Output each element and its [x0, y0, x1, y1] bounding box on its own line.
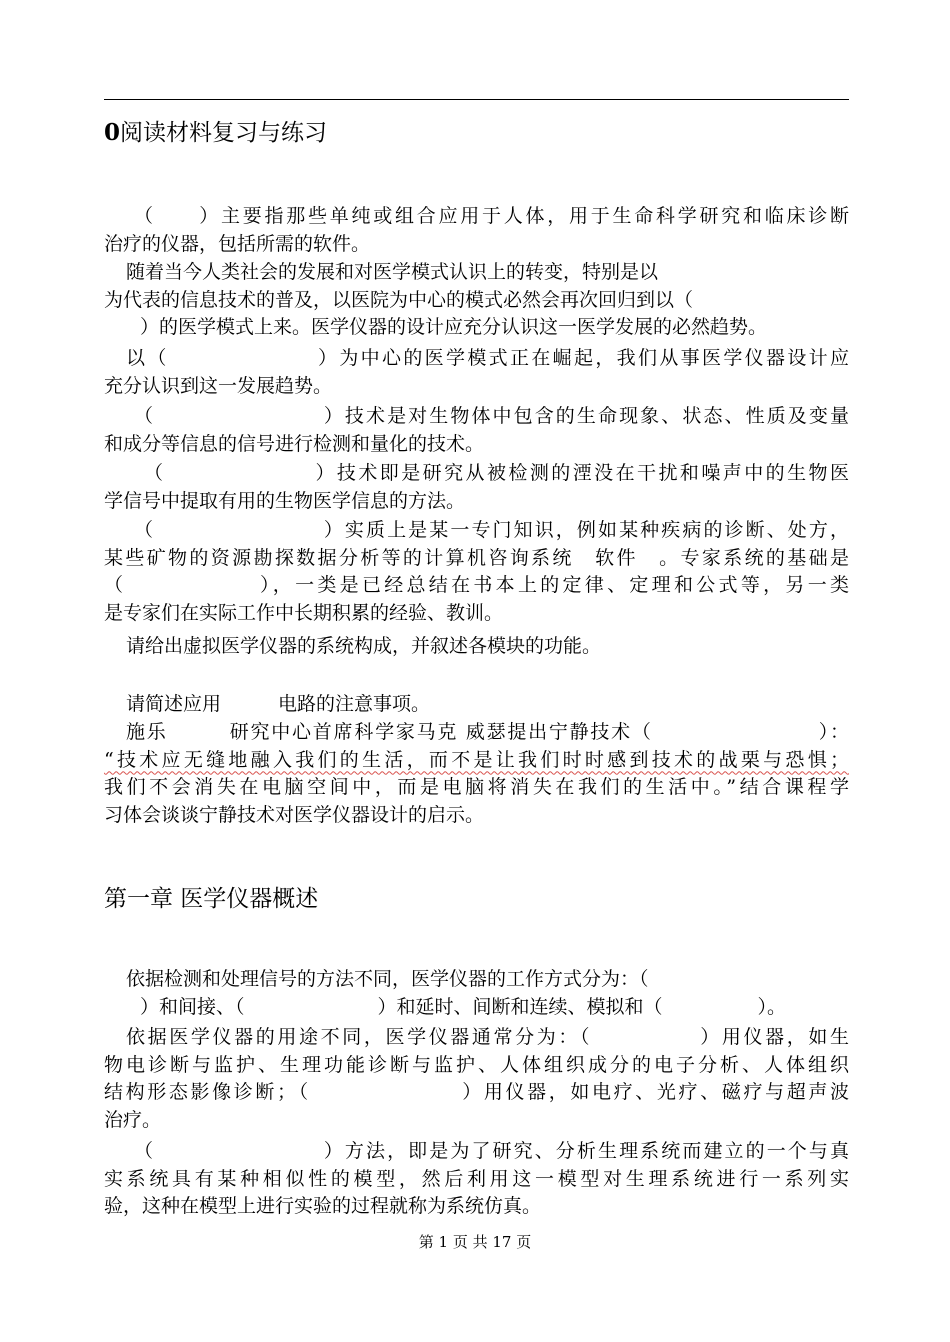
paragraph-line: 治疗的仪器，包括所需的软件。: [104, 232, 371, 255]
paragraph-line: 学信号中提取有用的生物医学信息的方法。: [104, 489, 466, 512]
paragraph-line: （ ）技术即是研究从被检测的湮没在干扰和噪声中的生物医: [144, 462, 849, 484]
page-number-footer: 第 1 页 共 17 页: [418, 1233, 532, 1251]
paragraph-6: [104, 517, 849, 627]
paragraph-7: [104, 633, 849, 661]
paragraph-line: 某些矿物的资源勘探数据分析等的计算机咨询系统 软件 。专家系统的基础是: [104, 546, 849, 569]
paragraph-line-underlined: “技术应无缝地融入我们的生活，而不是让我们时时感到技术的战栗与恐惧；: [104, 748, 849, 771]
paragraph-line: 依据检测和处理信号的方法不同，医学仪器的工作方式分为：（: [126, 968, 649, 990]
section-title: 阅读材料复习与练习: [120, 120, 328, 146]
paragraph-5: [104, 460, 849, 515]
paragraph-12: [104, 1138, 849, 1221]
paragraph-8: [104, 691, 849, 719]
paragraph-line: （ ），一类是已经总结在书本上的定律、定理和公式等，另一类: [104, 574, 849, 596]
paragraph-line: 结构形态影像诊断；（ ）用仪器，如电疗、光疗、磁疗与超声波: [104, 1081, 849, 1103]
paragraph-10: [104, 966, 849, 1021]
section-number: 0: [104, 119, 121, 146]
paragraph-11: [104, 1024, 849, 1134]
paragraph-line: （ ）方法，即是为了研究、分析生理系统而建立的一个与真: [134, 1140, 849, 1162]
paragraph-line: 和成分等信息的信号进行检测和量化的技术。: [104, 432, 485, 455]
paragraph-line: 验，这种在模型上进行实验的过程就称为系统仿真。: [104, 1195, 542, 1217]
paragraph-9: [104, 719, 849, 829]
paragraph-4: [104, 403, 849, 458]
paragraph-line: 请简述应用 电路的注意事项。: [126, 693, 431, 715]
paragraph-line: 我们不会消失在电脑空间中，而是电脑将消失在我们的生活中。”结合课程学: [104, 776, 849, 798]
paragraph-line: 习体会谈谈宁静技术对医学仪器设计的启示。: [104, 803, 485, 826]
chapter-heading: 第一章 医学仪器概述: [104, 886, 319, 912]
paragraph-line: 治疗。: [104, 1108, 162, 1131]
paragraph-3: [104, 345, 849, 400]
paragraph-1: [104, 203, 849, 258]
paragraph-line: ）的医学模式上来。医学仪器的设计应充分认识这一医学发展的必然趋势。: [140, 316, 768, 338]
paragraph-line: 为代表的信息技术的普及，以医院为中心的模式必然会再次回归到以（: [104, 288, 694, 311]
paragraph-line: 施乐 研究中心首席科学家马克 威瑟提出宁静技术（ ）：: [126, 721, 849, 743]
paragraph-line: （ ）主要指那些单纯或组合应用于人体，用于生命科学研究和临床诊断: [134, 205, 849, 227]
paragraph-line: 以（ ）为中心的医学模式正在崛起，我们从事医学仪器设计应: [126, 347, 849, 369]
paragraph-line: （ ）实质上是某一专门知识，例如某种疾病的诊断、处方，: [134, 519, 849, 541]
paragraph-line: 实系统具有某种相似性的模型，然后利用这一模型对生理系统进行一系列实: [104, 1167, 849, 1190]
header-rule: [104, 99, 849, 100]
paragraph-line: 依据医学仪器的用途不同，医学仪器通常分为：（ ）用仪器，如生: [126, 1026, 849, 1048]
paragraph-2: [104, 259, 849, 342]
paragraph-line: 随着当今人类社会的发展和对医学模式认识上的转变，特别是以: [126, 261, 659, 283]
paragraph-line: 是专家们在实际工作中长期积累的经验、教训。: [104, 601, 504, 624]
paragraph-line: 物电诊断与监护、生理功能诊断与监护、人体组织成分的电子分析、人体组织: [104, 1053, 849, 1076]
section-heading: [104, 118, 327, 148]
paragraph-line: 请给出虚拟医学仪器的系统构成，并叙述各模块的功能。: [126, 635, 602, 657]
paragraph-line: 充分认识到这一发展趋势。: [104, 374, 333, 397]
paragraph-line: （ ）技术是对生物体中包含的生命现象、状态、性质及变量: [134, 405, 849, 427]
paragraph-line: ）和间接、（ ）和延时、间断和连续、模拟和（ ）。: [140, 995, 787, 1018]
